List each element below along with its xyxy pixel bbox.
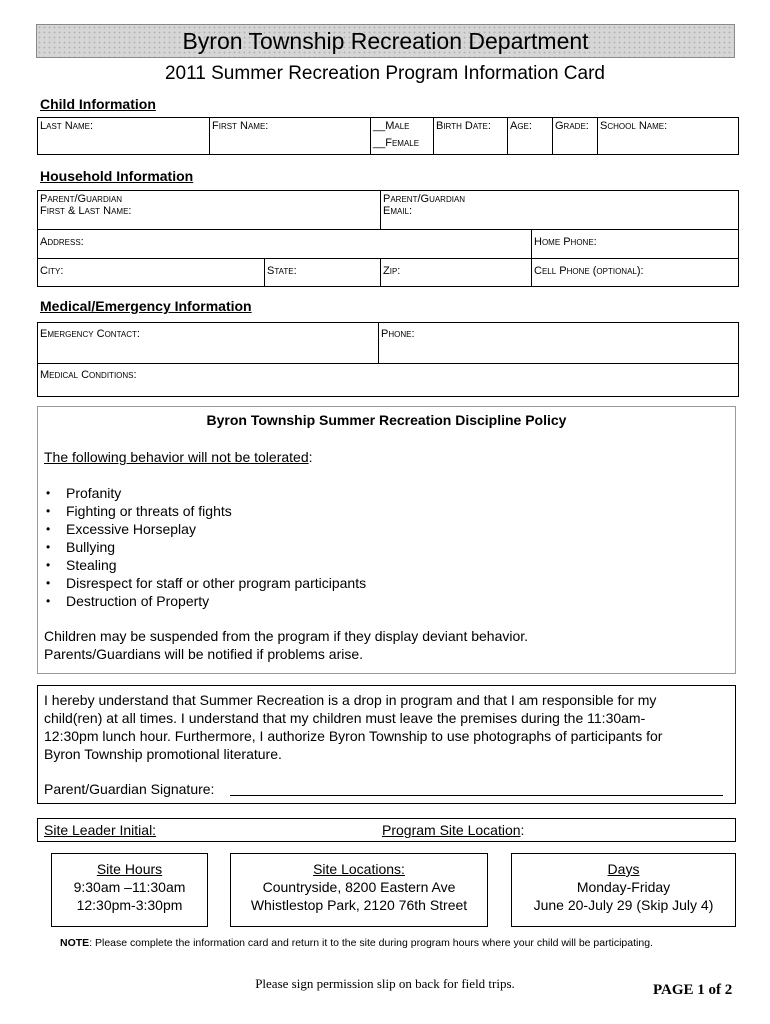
parent-name-field[interactable] [37, 190, 380, 229]
medical-info-heading: Medical/Emergency Information [40, 298, 252, 314]
zip-field[interactable] [380, 258, 531, 287]
agreement-line1: I hereby understand that Summer Recreation is a drop in program and that I am responsible for my [44, 692, 657, 708]
site-locations-title: Site Locations: [313, 861, 405, 877]
city-field[interactable] [37, 258, 264, 287]
gender-field[interactable] [370, 117, 433, 155]
policy-intro [44, 448, 313, 466]
female-option[interactable]: __Female [373, 137, 420, 149]
list-item: • Stealing [44, 556, 366, 574]
days-title: Days [607, 861, 640, 877]
school-name-label: School Name: [600, 120, 668, 132]
policy-closing-line2: Parents/Guardians will be notified if problems arise. [44, 646, 364, 662]
policy-closing [44, 627, 528, 663]
agreement-text [44, 691, 734, 763]
list-item: • Fighting or threats of fights [44, 502, 366, 520]
emergency-phone-label: Phone: [381, 328, 415, 340]
household-info-table [37, 190, 739, 287]
address-field[interactable] [37, 229, 531, 258]
prohibited-behavior-list [44, 484, 366, 610]
days-box [511, 853, 736, 927]
child-info-heading: Child Information [40, 96, 156, 112]
parent-email-field[interactable] [380, 190, 739, 229]
policy-closing-line1: Children may be suspended from the program if they display deviant behavior. [44, 628, 529, 644]
cell-phone-label: Cell Phone (optional): [534, 265, 644, 277]
note-label: NOTE [60, 937, 90, 949]
parent-email-label-line1: Parent/Guardian [383, 193, 466, 205]
medical-conditions-field[interactable] [37, 363, 739, 397]
male-option[interactable]: __Male [373, 120, 410, 132]
page-title: Byron Township Recreation Department [182, 28, 589, 54]
note-text: : Please complete the information card and return it to the site during program hours where your child will be participating. [89, 937, 653, 949]
age-label: Age: [510, 120, 532, 132]
list-item: • Disrespect for staff or other program participants [44, 574, 366, 592]
home-phone-label: Home Phone: [534, 236, 597, 248]
signature-label: Parent/Guardian Signature: [44, 781, 215, 797]
state-field[interactable] [264, 258, 380, 287]
parent-name-label-line2: First & Last Name: [40, 205, 132, 217]
list-item: • Bullying [44, 538, 366, 556]
page-subtitle: 2011 Summer Recreation Program Information Card [164, 63, 605, 84]
site-leader-initial[interactable]: Site Leader Initial: [44, 822, 157, 838]
site-location-countryside: Countryside, 8200 Eastern Ave [262, 879, 456, 895]
home-phone-field[interactable] [531, 229, 739, 258]
state-label: State: [267, 265, 297, 277]
last-name-label: Last Name: [40, 120, 94, 132]
grade-label: Grade: [555, 120, 589, 132]
site-location-whistlestop: Whistlestop Park, 2120 76th Street [250, 897, 468, 913]
school-name-field[interactable] [597, 117, 739, 155]
signature-line[interactable] [230, 795, 723, 796]
emergency-phone-field[interactable] [378, 322, 739, 363]
address-label: Address: [40, 236, 84, 248]
page-number: PAGE 1 of 2 [653, 982, 733, 998]
note [60, 937, 653, 949]
cell-phone-field[interactable] [531, 258, 739, 287]
household-info-heading: Household Information [40, 168, 194, 184]
birth-date-field[interactable] [433, 117, 507, 155]
program-site-location-colon: : [520, 822, 525, 838]
policy-intro-text: The following behavior will not be tolerated [44, 449, 309, 465]
parent-name-label-line1: Parent/Guardian [40, 193, 123, 205]
site-hours-afternoon: 12:30pm-3:30pm [76, 897, 183, 913]
city-label: City: [40, 265, 64, 277]
first-name-label: First Name: [212, 120, 269, 132]
emergency-contact-field[interactable] [37, 322, 378, 363]
permission-slip-note: Please sign permission slip on back for field trips. [255, 976, 515, 991]
first-name-field[interactable] [209, 117, 370, 155]
site-hours-morning: 9:30am –11:30am [73, 879, 186, 895]
page-title-bar [36, 24, 735, 58]
parent-email-label-line2: Email: [383, 205, 413, 217]
policy-title: Byron Township Summer Recreation Discipline Policy [206, 412, 567, 428]
days-weekdays: Monday-Friday [576, 879, 671, 895]
medical-info-table [37, 322, 739, 397]
site-hours-title: Site Hours [96, 861, 163, 877]
list-item: • Destruction of Property [44, 592, 366, 610]
site-locations-box [230, 853, 488, 927]
agreement-line3: 12:30pm lunch hour. Furthermore, I authorize Byron Township to use photographs of participants for [44, 728, 663, 744]
grade-field[interactable] [552, 117, 597, 155]
emergency-contact-label: Emergency Contact: [40, 328, 140, 340]
last-name-field[interactable] [37, 117, 209, 155]
child-info-table [37, 117, 739, 155]
age-field[interactable] [507, 117, 552, 155]
program-site-location[interactable] [382, 821, 524, 839]
zip-label: Zip: [383, 265, 401, 277]
list-item: • Profanity [44, 484, 366, 502]
agreement-line4: Byron Township promotional literature. [44, 746, 282, 762]
policy-intro-colon: : [308, 449, 313, 465]
birth-date-label: Birth Date: [436, 120, 491, 132]
list-item: • Excessive Horseplay [44, 520, 366, 538]
program-site-location-label: Program Site Location [382, 822, 521, 838]
agreement-line2: child(ren) at all times. I understand that my children must leave the premises during the 11:30am- [44, 710, 646, 726]
medical-conditions-label: Medical Conditions: [40, 369, 137, 381]
site-hours-box [51, 853, 208, 927]
days-dates: June 20-July 29 (Skip July 4) [533, 897, 714, 913]
